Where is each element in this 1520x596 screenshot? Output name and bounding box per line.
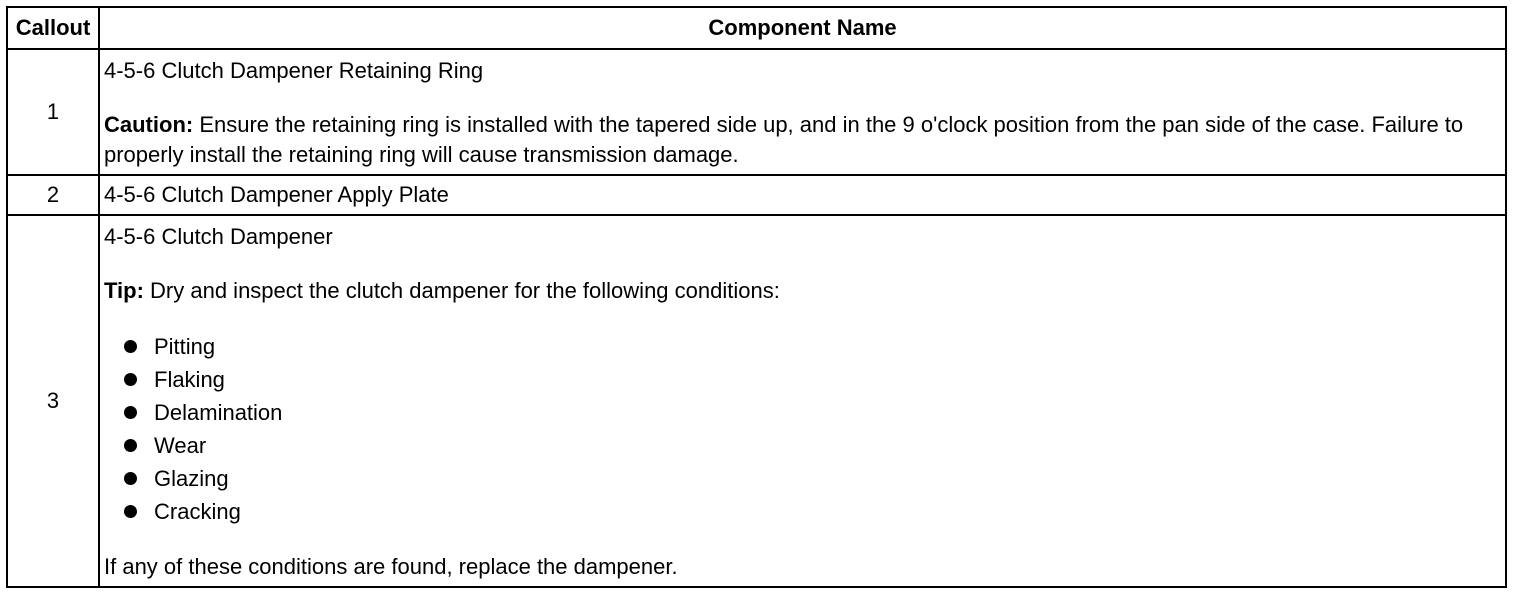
bullet-icon <box>124 373 137 386</box>
callout-number: 3 <box>7 215 99 587</box>
caution-label: Caution: <box>104 112 194 137</box>
caution-note <box>104 110 1499 170</box>
closing-note: If any of these conditions are found, replace the dampener. <box>104 554 678 579</box>
condition-text: Pitting <box>154 334 216 359</box>
table-row <box>7 215 1506 587</box>
condition-text: Flaking <box>154 367 225 392</box>
bullet-icon <box>124 439 137 452</box>
bullet-icon <box>124 472 137 485</box>
condition-text: Delamination <box>154 400 283 425</box>
callout-header: Callout <box>7 7 99 49</box>
condition-text: Wear <box>154 433 207 458</box>
list-item <box>124 330 1499 363</box>
bullet-icon <box>124 406 137 419</box>
list-item <box>124 429 1499 462</box>
component-table <box>6 6 1507 588</box>
component-name: 4-5-6 Clutch Dampener <box>104 224 333 249</box>
list-item <box>124 363 1499 396</box>
component-cell <box>99 215 1506 587</box>
list-item <box>124 396 1499 429</box>
component-cell <box>99 175 1506 215</box>
bullet-icon <box>124 340 137 353</box>
component-cell <box>99 49 1506 175</box>
condition-text: Cracking <box>154 499 241 524</box>
table-row <box>7 49 1506 175</box>
list-item <box>124 462 1499 495</box>
tip-text: Dry and inspect the clutch dampener for the following conditions: <box>143 278 780 303</box>
tip-note <box>104 276 1499 306</box>
tip-label: Tip: <box>104 278 144 303</box>
component-name: 4-5-6 Clutch Dampener Apply Plate <box>104 182 449 207</box>
header-row <box>7 7 1506 49</box>
caution-text: Ensure the retaining ring is installed with the tapered side up, and in the 9 o'clock position from the pan side of the case. Failure to properly install the retaining ring will cause transmission damage. <box>104 112 1464 167</box>
table-row <box>7 175 1506 215</box>
condition-text: Glazing <box>154 466 229 491</box>
conditions-list <box>104 330 1499 528</box>
callout-number: 1 <box>7 49 99 175</box>
bullet-icon <box>124 505 137 518</box>
component-name: 4-5-6 Clutch Dampener Retaining Ring <box>104 58 484 83</box>
component-name-header: Component Name <box>99 7 1506 49</box>
list-item <box>124 495 1499 528</box>
callout-number: 2 <box>7 175 99 215</box>
